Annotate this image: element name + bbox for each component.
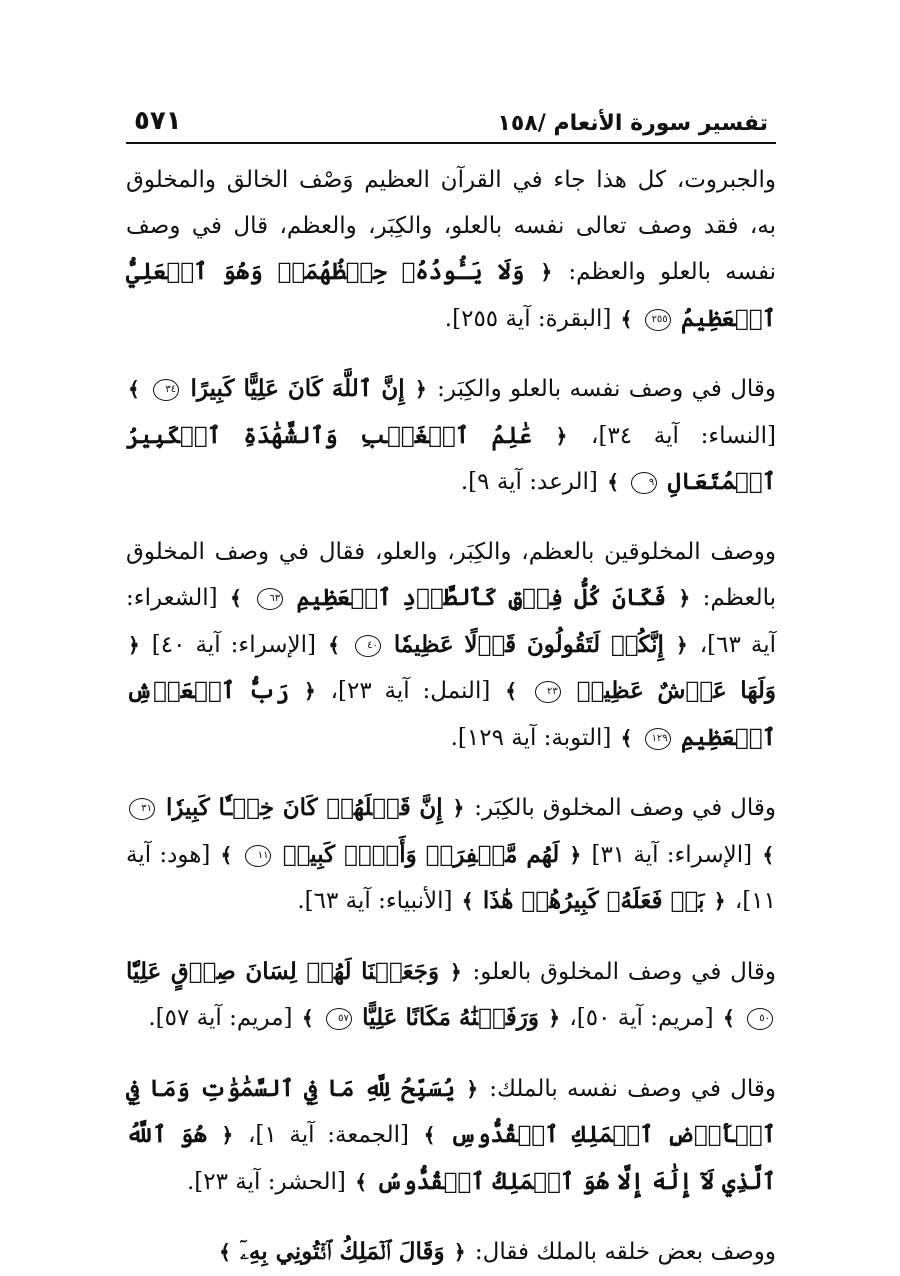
page xyxy=(126,96,776,1276)
quran-verse: إِنَّكُمۡ لَتَقُولُونَ قَوۡلًا عَظِيمٗا xyxy=(393,630,664,658)
page-header xyxy=(126,96,776,136)
quran-close-bracket: ﴾ xyxy=(722,1006,735,1030)
citation: [الإسراء: آية ٣١] xyxy=(583,841,753,868)
citation: [مريم: آية ٥٠]، xyxy=(562,1005,714,1031)
citation: [التوبة: آية ١٢٩]. xyxy=(450,724,612,751)
quran-open-bracket: ﴿ xyxy=(221,1123,234,1147)
quran-verse: وَلَهَا عَرۡشٌ عَظِيمٞ xyxy=(576,677,777,704)
paragraph-text: ووصف المخلوقين بالعظم، والكِبَر، والعلو، فقال في وصف المخلوق بالعظم: xyxy=(126,538,777,611)
quran-verse: وَجَعَلۡنَا لَهُمۡ لِسَانَ صِدۡقٍ عَلِيّٗا xyxy=(126,957,440,985)
paragraph-6 xyxy=(126,1066,776,1206)
paragraph-4 xyxy=(126,785,776,925)
quran-close-bracket: ﴾ xyxy=(762,842,775,867)
quran-open-bracket: ﴿ xyxy=(415,377,427,401)
running-title: تفسير سورة الأنعام /١٥٨ xyxy=(497,111,768,136)
header-rule xyxy=(126,142,776,144)
page-number: ٥٧١ xyxy=(134,106,182,136)
quran-close-bracket: ﴾ xyxy=(219,1240,231,1264)
quran-verse: يُسَبِّحُ لِلَّهِ مَا فِي ٱلسَّمَٰوَٰتِ وَمَا فِي ٱلۡأَرۡضِ ٱلۡمَلِكِ ٱلۡقُدُّوسِ xyxy=(126,1074,777,1148)
citation: [الحشر: آية ٢٣]. xyxy=(186,1168,346,1195)
citation: [مريم: آية ٥٧]. xyxy=(148,1005,293,1031)
quran-verse: إِنَّ ٱللَّهَ كَانَ عَلِيًّا كَبِيرًا xyxy=(190,375,405,402)
quran-close-bracket: ﴾ xyxy=(620,725,633,750)
verse-number-marker: ١٢٩ xyxy=(645,728,671,750)
verse-number-marker: ٦٣ xyxy=(257,588,283,610)
citation: [البقرة: آية ٢٥٥]. xyxy=(444,305,612,332)
verse-number-marker: ٢٥٥ xyxy=(645,309,671,331)
quran-open-bracket: ﴿ xyxy=(713,889,726,913)
verse-number-marker: ٢٣ xyxy=(535,681,561,703)
paragraph-text: وقال في وصف نفسه بالعلو والكِبَر: xyxy=(428,376,777,402)
quran-verse: هُوَ ٱللَّهُ ٱلَّذِي لَآ إِلَٰهَ إِلَّا هُوَ ٱلۡمَلِكُ ٱلۡقُدُّوسُ xyxy=(126,1121,776,1195)
citation: [الجمعة: آية ١]، xyxy=(235,1122,409,1148)
paragraph-5 xyxy=(126,949,776,1042)
quran-open-bracket: ﴿ xyxy=(555,423,568,448)
quran-close-bracket: ﴾ xyxy=(301,1006,314,1030)
quran-close-bracket: ﴾ xyxy=(620,306,633,331)
quran-close-bracket: ﴾ xyxy=(505,679,517,703)
paragraph-3 xyxy=(126,530,776,762)
quran-open-bracket: ﴿ xyxy=(466,1076,479,1101)
quran-verse: فَكَانَ كُلُّ فِرۡقٖ كَٱلطَّوۡدِ ٱلۡعَظِيمِ xyxy=(296,584,667,611)
quran-close-bracket: ﴾ xyxy=(328,632,340,657)
quran-open-bracket: ﴿ xyxy=(303,679,316,703)
verse-number-marker: ٣١ xyxy=(129,798,155,820)
paragraph-text: ووصف بعض خلقه بالملك فقال: xyxy=(467,1239,776,1265)
citation: [النساء: آية ٣٤]، xyxy=(569,422,776,449)
quran-open-bracket: ﴿ xyxy=(675,632,688,657)
quran-verse: لَهُم مَّغۡفِرَةٞ وَأَجۡرٞ كَبِيرٞ xyxy=(282,840,560,868)
paragraph-text: وقال في وصف المخلوق بالكِبَر: xyxy=(466,795,776,821)
citation: [الأنبياء: آية ٦٣]. xyxy=(297,888,453,914)
citation: [الرعد: آية ٩]. xyxy=(460,469,598,495)
verse-number-marker: ٣٤ xyxy=(153,379,179,401)
paragraph-text: وقال في وصف المخلوق بالعلو: xyxy=(463,958,776,985)
paragraph-text: وقال في وصف نفسه بالملك: xyxy=(480,1075,776,1102)
quran-verse: وَلَا يَـُٔودُهُۥ حِفۡظُهُمَاۚ وَهُوَ ٱلۡعَلِيُّ ٱلۡعَظِيمُ xyxy=(126,258,776,332)
citation: [الشعراء: آية ٦٣]، xyxy=(126,585,776,658)
quran-close-bracket: ﴾ xyxy=(355,1169,367,1194)
verse-number-marker: ١١ xyxy=(245,845,271,867)
quran-verse: رَبُّ ٱلۡعَرۡشِ ٱلۡعَظِيمِ xyxy=(126,677,776,751)
quran-close-bracket: ﴾ xyxy=(461,889,474,913)
quran-open-bracket: ﴿ xyxy=(453,1240,466,1264)
quran-close-bracket: ﴾ xyxy=(607,470,619,494)
quran-open-bracket: ﴿ xyxy=(569,842,582,867)
quran-verse: عَٰلِمُ ٱلۡغَيۡبِ وَٱلشَّهَٰدَةِ ٱلۡكَبِيرُ ٱلۡمُتَعَالِ xyxy=(126,421,776,495)
quran-close-bracket: ﴾ xyxy=(128,377,140,401)
quran-close-bracket: ﴾ xyxy=(230,586,242,610)
quran-open-bracket: ﴿ xyxy=(452,796,465,820)
quran-open-bracket: ﴿ xyxy=(548,1006,561,1030)
verse-number-marker: ٥٠ xyxy=(747,1008,773,1030)
quran-open-bracket: ﴿ xyxy=(449,959,462,984)
paragraph-text: والجبروت، كل هذا جاء في القرآن العظيم وَصْف الخالق والمخلوق به، فقد وصف تعالى نفسه بالعلو، والكِبَر، والعظم، قال في وصف نفسه بالعلو والعظم: xyxy=(126,167,776,285)
verse-number-marker: ٩ xyxy=(631,472,657,494)
paragraph-7 xyxy=(126,1229,776,1276)
quran-close-bracket: ﴾ xyxy=(423,1123,436,1147)
quran-open-bracket: ﴿ xyxy=(678,586,691,610)
quran-verse: بَلۡ فَعَلَهُۥ كَبِيرُهُمۡ هَٰذَا xyxy=(482,887,705,914)
quran-close-bracket: ﴾ xyxy=(220,842,233,867)
quran-open-bracket: ﴿ xyxy=(540,260,553,284)
citation: [هود: آية ١١]، xyxy=(126,841,776,914)
verse-number-marker: ٤٠ xyxy=(355,635,381,657)
quran-open-bracket: ﴿ xyxy=(128,632,140,657)
quran-verse: وَقَالَ ٱلۡمَلِكُ ٱئۡتُونِي بِهِۦٓ xyxy=(240,1238,445,1265)
quran-verse: وَرَفَعۡنَٰهُ مَكَانًا عَلِيًّا xyxy=(362,1004,539,1031)
paragraph-1 xyxy=(126,158,776,342)
citation: [النمل: آية ٢٣]، xyxy=(317,678,491,704)
quran-verse: إِنَّ قَتۡلَهُمۡ كَانَ خِطۡـٔٗا كَبِيرٗا xyxy=(165,794,443,821)
verse-number-marker: ٥٧ xyxy=(326,1008,352,1030)
paragraph-2 xyxy=(126,366,776,506)
citation: [الإسراء: آية ٤٠] xyxy=(141,631,317,658)
